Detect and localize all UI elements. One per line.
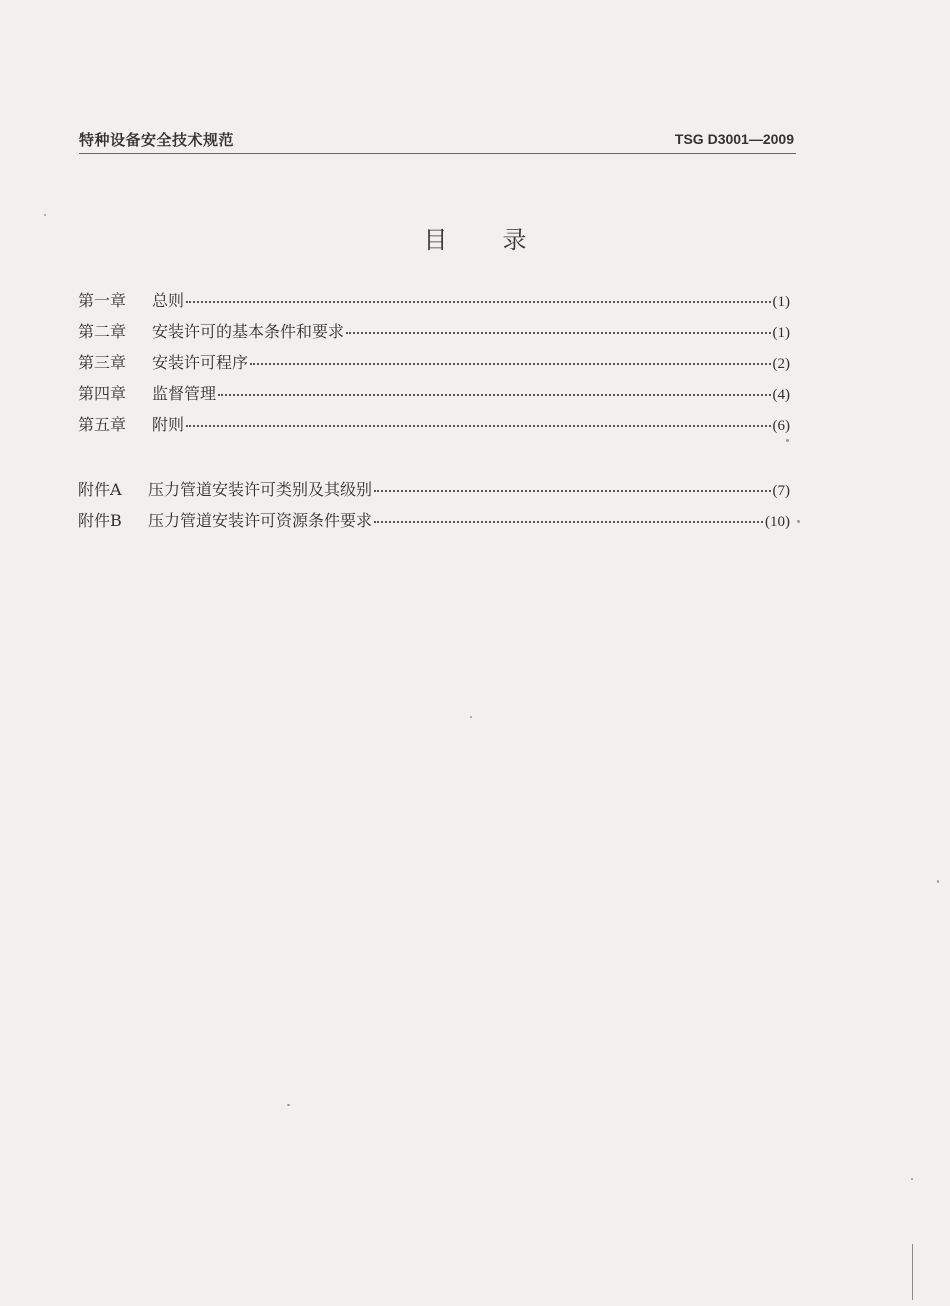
- toc-entry-title: 附则: [152, 415, 185, 434]
- toc-heading: 目录: [423, 226, 582, 254]
- toc-entry-appendix-a[interactable]: [78, 477, 790, 508]
- toc-entry-appendix-b[interactable]: [78, 508, 790, 539]
- toc-page-number: (1): [772, 294, 790, 310]
- dot-leader: [186, 424, 770, 427]
- toc-entry-chapter-2[interactable]: [78, 319, 790, 350]
- toc-entry-chapter-5[interactable]: [78, 412, 790, 443]
- toc-entry-chapter-3[interactable]: [78, 350, 790, 381]
- toc-page-number: (4): [772, 387, 790, 403]
- toc-entry-chapter-1[interactable]: [78, 288, 790, 319]
- toc-entry-title: 总则: [152, 291, 185, 310]
- dot-leader: [374, 520, 763, 523]
- scan-speck: [911, 1178, 913, 1180]
- toc-entry-title: 压力管道安装许可类别及其级别: [148, 480, 373, 499]
- scan-speck: [797, 520, 800, 523]
- header-series-title: 特种设备安全技术规范: [79, 131, 235, 149]
- scan-speck: [470, 716, 472, 718]
- dot-leader: [374, 489, 770, 492]
- scan-speck: [287, 1104, 290, 1106]
- toc-chapter-label: 第三章: [78, 353, 127, 372]
- toc-chapter-label: 第五章: [78, 415, 127, 434]
- toc-entry-title: 安装许可的基本条件和要求: [152, 322, 345, 341]
- scan-edge-line: [912, 1244, 913, 1300]
- toc-appendix-label: 附件B: [78, 511, 122, 530]
- toc-page-number: (2): [772, 356, 790, 372]
- toc-chapter-label: 第一章: [78, 291, 127, 310]
- table-of-contents: [78, 288, 790, 539]
- dot-leader: [346, 331, 770, 334]
- toc-entry-chapter-4[interactable]: [78, 381, 790, 412]
- toc-chapter-label: 第二章: [78, 322, 127, 341]
- page-header: [79, 129, 796, 154]
- dot-leader: [218, 393, 770, 396]
- toc-page-number: (7): [772, 483, 790, 499]
- toc-page-number: (6): [772, 418, 790, 434]
- toc-page-number: (10): [765, 514, 790, 530]
- dot-leader: [186, 300, 770, 303]
- toc-entry-title: 压力管道安装许可资源条件要求: [148, 511, 373, 530]
- dot-leader: [250, 362, 770, 365]
- toc-appendix-label: 附件A: [78, 480, 122, 499]
- header-standard-code: TSG D3001—2009: [674, 131, 794, 147]
- scan-speck: [44, 214, 46, 216]
- toc-entry-title: 安装许可程序: [152, 353, 249, 372]
- scan-speck: [937, 880, 939, 883]
- toc-entry-title: 监督管理: [152, 384, 217, 403]
- scan-speck: [786, 439, 789, 442]
- toc-page-number: (1): [772, 325, 790, 341]
- toc-chapter-label: 第四章: [78, 384, 127, 403]
